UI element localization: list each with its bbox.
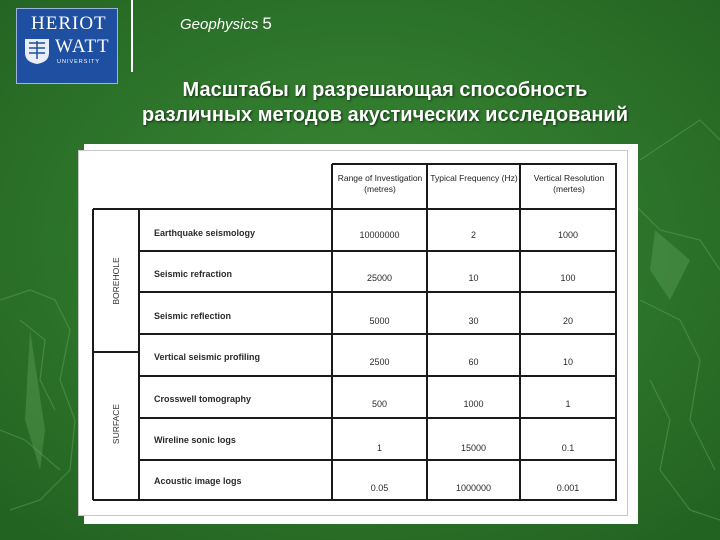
column-header-resolution: Vertical Resolution (mertes) xyxy=(533,173,605,194)
column-header-range: Range of Investigation (metres) xyxy=(337,173,423,194)
table-panel xyxy=(78,150,628,516)
table-row-method: Earthquake seismology xyxy=(154,228,256,238)
column-header-frequency: Typical Frequency (Hz) xyxy=(430,173,518,183)
table-cell-range: 500 xyxy=(371,399,388,409)
table-grid xyxy=(79,151,627,515)
table-cell-frequency: 30 xyxy=(468,316,479,326)
table-cell-range: 25000 xyxy=(366,273,393,283)
table-cell-frequency: 10 xyxy=(468,273,479,283)
title-line-2: различных методов акустических исследований xyxy=(141,104,628,126)
group-label-borehole: BOREHOLE xyxy=(111,257,121,305)
logo-text-watt: WATT xyxy=(55,36,110,57)
table-cell-frequency: 1000000 xyxy=(455,483,492,493)
table-cell-resolution: 10 xyxy=(562,357,573,367)
subject-number: 5 xyxy=(262,14,272,33)
table-cell-range: 5000 xyxy=(369,316,390,326)
table-cell-frequency: 15000 xyxy=(460,443,487,453)
table-row-method: Vertical seismic profiling xyxy=(154,352,261,362)
table-cell-frequency: 1000 xyxy=(463,399,484,409)
table-row-method: Seismic reflection xyxy=(154,311,232,321)
table-cell-resolution: 1 xyxy=(565,399,571,409)
crest-icon xyxy=(23,37,51,65)
slide-title xyxy=(40,78,720,128)
university-logo xyxy=(16,8,118,84)
table-cell-resolution: 20 xyxy=(562,316,573,326)
table-cell-resolution: 1000 xyxy=(557,230,579,240)
logo-text-heriot: HERIOT xyxy=(31,13,107,34)
table-cell-resolution: 100 xyxy=(560,273,576,283)
title-line-1: Масштабы и разрешающая способность xyxy=(182,79,588,101)
table-cell-range: 1 xyxy=(376,443,382,453)
table-cell-range: 2500 xyxy=(369,357,390,367)
table-cell-resolution: 0.001 xyxy=(556,483,580,493)
table-cell-frequency: 60 xyxy=(468,357,479,367)
table-cell-range: 0.05 xyxy=(370,483,389,493)
table-row-method: Seismic refraction xyxy=(154,269,233,279)
header-divider xyxy=(131,0,133,72)
table-cell-frequency: 2 xyxy=(470,230,476,240)
table-row-method: Crosswell tomography xyxy=(154,394,252,404)
subject-label xyxy=(180,14,272,34)
table-cell-resolution: 0.1 xyxy=(561,443,575,453)
table-row-method: Acoustic image logs xyxy=(154,476,242,486)
subject-name: Geophysics xyxy=(180,16,259,33)
table-row-method: Wireline sonic logs xyxy=(154,435,236,445)
logo-text-university: UNIVERSITY xyxy=(57,59,101,65)
table-cell-range: 10000000 xyxy=(359,230,400,240)
group-label-surface: SURFACE xyxy=(111,403,121,445)
